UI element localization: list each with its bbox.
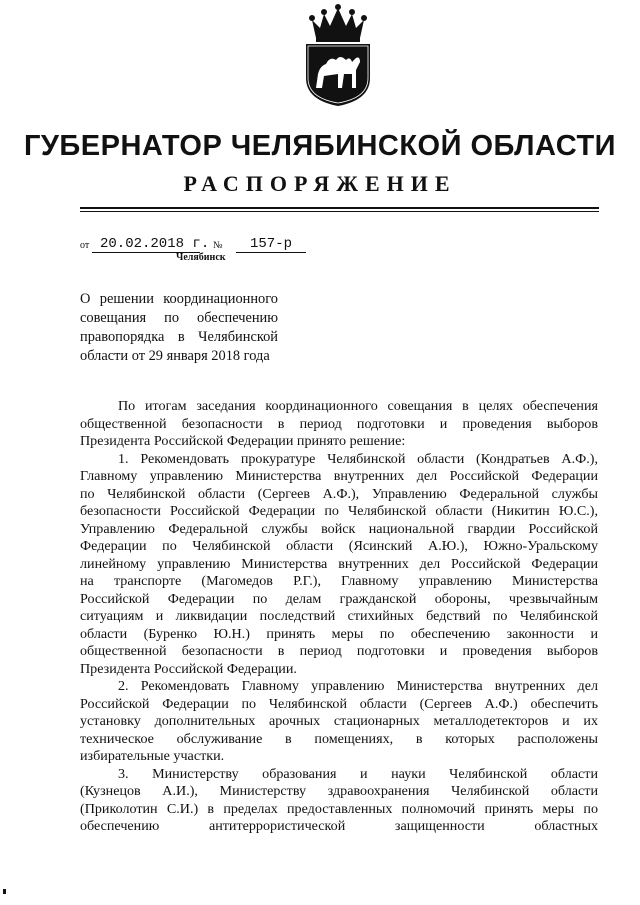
subject-line: области от 29 января 2018 года <box>80 348 270 364</box>
body-line: техническое обслуживание в помещениях, в которых расположены <box>80 730 598 747</box>
body-line: Президента Российской Федерации принято решение: <box>80 433 406 449</box>
body-line: Главному управлению Министерства внутренних дел Российской Федерации <box>80 468 598 484</box>
from-label: от <box>80 240 90 251</box>
body-line: установку дополнительных арочных стационарных металлодетекторов и их <box>80 713 598 729</box>
body-line: Российской Федерации по Челябинской области (Сергеев А.Ф.) обеспечить <box>80 695 598 712</box>
subject-line: О решении координационного <box>80 291 278 307</box>
body-line: общественной безопасности в период подготовки и проведения выборов <box>80 415 598 432</box>
body-line: Федерации по Челябинской области (Ясинский А.Ю.), Южно-Уральскому <box>80 538 598 554</box>
body-line: на транспорте (Магомедов Р.Г.), Главному управлению Министерства <box>80 573 598 589</box>
body-line: (Кузнецов А.И.), Министерству здравоохранения Челябинской области <box>80 783 598 799</box>
body-line: 1. Рекомендовать прокуратуре Челябинской области (Кондратьев А.Ф.), <box>118 450 598 467</box>
body-line: Президента Российской Федерации. <box>80 660 297 677</box>
body-line: области (Буренко Ю.Н.) принять меры по обеспечению законности и <box>80 625 598 642</box>
document-type-heading: РАСПОРЯЖЕНИЕ <box>183 171 457 196</box>
body-line: линейному управлению Министерства внутренних дел Российской Федерации <box>80 555 598 572</box>
subject-line: совещания по обеспечению <box>80 310 278 326</box>
body-line: Российской Федерации по делам гражданской обороны, чрезвычайным <box>80 590 598 607</box>
body-line: ситуациям и ликвидации последствий стихийных бедствий по Челябинской <box>80 608 598 624</box>
body-line: (Приколотин С.И.) в пределах предоставленных полномочий принять меры по <box>80 800 598 817</box>
body-line: обеспечению антитеррористической защищенности областных <box>80 818 598 834</box>
governor-title: ГУБЕРНАТОР ЧЕЛЯБИНСКОЙ ОБЛАСТИ <box>23 130 617 162</box>
city-name: Челябинск <box>176 252 226 263</box>
document-date: 20.02.2018 г. <box>100 236 210 252</box>
body-line: безопасности Российской Федерации по Челябинской области (Никитин Ю.С.), <box>80 503 598 519</box>
document-number: 157-р <box>250 236 293 252</box>
header-rule-thin <box>80 211 599 212</box>
number-underline <box>236 252 306 253</box>
body-line: общественной безопасности в период подготовки и проведения выборов <box>80 643 598 659</box>
coat-of-arms-emblem <box>298 4 378 108</box>
subject-line: правопорядка в Челябинской <box>80 329 278 345</box>
body-line: 3. Министерству образования и науки Челябинской области <box>118 765 598 782</box>
document-subject <box>80 290 278 366</box>
body-line: избирательные участки. <box>80 748 225 764</box>
body-line: по Челябинской области (Сергеев А.Ф.), Управлению Федеральной службы <box>80 485 598 502</box>
scan-margin-mark <box>3 889 6 894</box>
body-line: 2. Рекомендовать Главному управлению Министерства внутренних дел <box>118 678 598 694</box>
number-label: № <box>213 240 223 251</box>
body-line: По итогам заседания координационного совещания в целях обеспечения <box>118 398 598 414</box>
header-rule-thick <box>80 207 599 209</box>
body-line: Управлению Федеральной службы войск национальной гвардии Российской <box>80 520 598 537</box>
document-body <box>80 398 598 836</box>
